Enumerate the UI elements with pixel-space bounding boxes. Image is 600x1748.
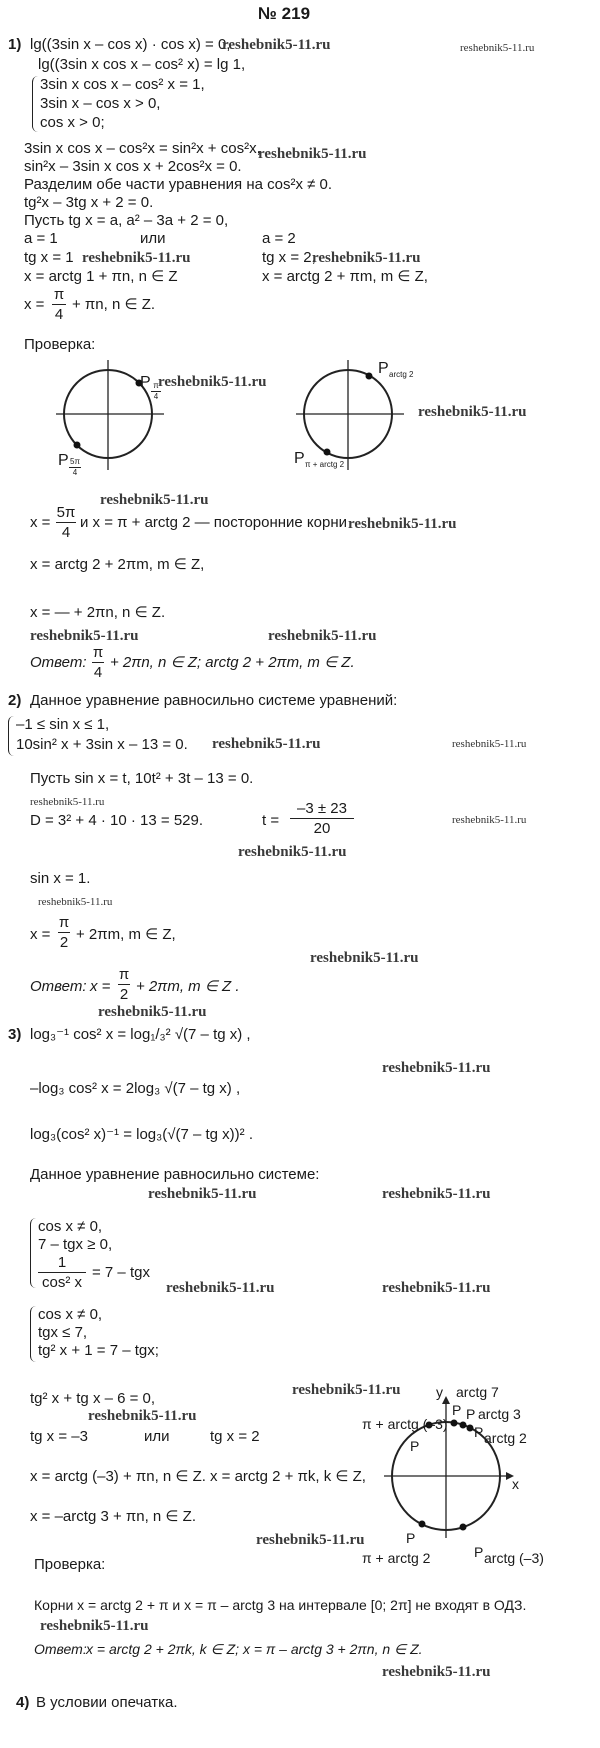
label-p-pi-4: P [140,374,151,391]
watermark: reshebnik5-11.ru [88,1408,197,1424]
part3-system2-eq3: tg² x + 1 = 7 – tgx; [38,1342,159,1359]
part3-system1-eq1: cos x ≠ 0, [38,1218,103,1235]
point-arctg3 [460,1422,467,1429]
label-pi-arctg-m3: π + arctg (–3) [362,1416,448,1432]
part1-line1: lg((3sin x – cos x) · cos x) = 0, [30,36,231,53]
label-pi-arctg2: π + arctg 2 [362,1550,431,1566]
part1-tg1: tg x = 1 [24,249,74,266]
part3-answer-label: Ответ: [34,1641,87,1657]
axis-x-label: x [512,1476,519,1492]
fraction-pi-4: π 4 [53,286,65,323]
watermark: reshebnik5-11.ru [222,37,331,53]
part1-ext-text: и x = π + arctg 2 — посторонние корни [80,514,348,531]
watermark: reshebnik5-11.ru [82,250,191,266]
part1-result2: x = — + 2πn, n ∈ Z. [30,604,166,621]
point-arctg2 [366,373,373,380]
watermark-small: reshebnik5-11.ru [460,42,535,54]
part2-x-lhs: x = [30,926,51,943]
part3-system1-eq3: = 7 – tgx [92,1264,150,1281]
part3-tg-2: tg x = 2 [210,1428,260,1445]
axis-y-label: y [436,1384,443,1400]
part1-x2: x = arctg 2 + πm, m ∈ Z, [262,268,428,285]
part3-system2-eq2: tgx ≤ 7, [38,1324,88,1341]
watermark: reshebnik5-11.ru [268,628,377,644]
label-p-5pi-4: P [58,452,69,469]
label-p-pi-arctg2-sub: π + arctg 2 [305,460,345,469]
label-arctg7: arctg 7 [456,1384,499,1400]
label-p-5pi-4-sub: 5π 4 [70,457,80,477]
label-p-arctg-m3: P [474,1544,484,1560]
label-p-pi-arctg2: P [294,450,305,467]
part3-line4: Данное уравнение равносильно системе: [30,1166,320,1183]
fraction-pi-2-answer: π 2 [118,966,130,1003]
watermark: reshebnik5-11.ru [348,516,457,532]
label-p-arctg2-sub: arctg 2 [389,370,414,379]
label-p-arctg3: P [466,1406,476,1422]
page-title: № 219 [258,4,311,23]
part1-system-eq1: 3sin x cos x – cos² x = 1, [40,76,205,93]
part2-discriminant: D = 3² + 4 · 10 · 13 = 529. [30,812,204,829]
part3-number: 3) [8,1026,22,1043]
watermark: reshebnik5-11.ru [382,1186,491,1202]
label-p-arctg7: P [452,1402,462,1418]
point-pi-plus-arctg2 [324,449,331,456]
part2-answer-lhs: x = [90,978,111,995]
part1-line6: tg²x – 3tg x + 2 = 0. [24,194,154,211]
part1-x3-rhs: + πn, n ∈ Z. [72,296,156,313]
part3-line2: –log₃ cos² x = 2log₃ √(7 – tg x) , [30,1080,241,1097]
system-brace [32,76,39,132]
part3-tg-m3: tg x = –3 [30,1428,88,1445]
part3-system1-eq2: 7 – tgx ≥ 0, [38,1236,113,1253]
watermark: reshebnik5-11.ru [212,736,321,752]
watermark: reshebnik5-11.ru [382,1280,491,1296]
point-arctg7 [451,1420,458,1427]
part1-line3: 3sin x cos x – cos²x = sin²x + cos²x, [24,140,261,157]
watermark: reshebnik5-11.ru [100,492,209,508]
watermark: reshebnik5-11.ru [148,1186,257,1202]
watermark-small: reshebnik5-11.ru [452,814,527,826]
label-arctg2: arctg 2 [484,1430,527,1446]
part3-x-b: x = arctg 2 + πk, k ∈ Z, [210,1468,366,1485]
part3-x-c: x = –arctg 3 + πn, n ∈ Z. [30,1508,196,1525]
point-arctg2-c3 [467,1425,474,1432]
part1-or: или [140,230,166,247]
part2-answer-label: Ответ: [30,978,87,995]
part1-line7: Пусть tg x = a, a² – 3a + 2 = 0, [24,212,229,229]
point-5pi-4 [74,442,81,449]
label-p-pi-arctg2: P [406,1530,416,1546]
part2-line1: Данное уравнение равносильно системе уравнений: [30,692,398,709]
part3-or: или [144,1428,170,1445]
part3-roots-note: Корни x = arctg 2 + π и x = π – arctg 3 на интервале [0; 2π] не входят в ОДЗ. [34,1597,527,1613]
part1-line2: lg((3sin x cos x – cos² x) = lg 1, [38,56,246,73]
part2-number: 2) [8,692,22,709]
part3-system2-eq1: cos x ≠ 0, [38,1306,103,1323]
label-p-arctg2: P [378,360,389,377]
watermark: reshebnik5-11.ru [382,1664,491,1680]
part1-result1: x = arctg 2 + 2πm, m ∈ Z, [30,556,205,573]
part2-line2: Пусть sin x = t, 10t² + 3t – 13 = 0. [30,770,254,787]
part1-system-eq3: cos x > 0; [40,114,105,131]
fraction-pi-4-answer: π 4 [92,644,104,681]
watermark: reshebnik5-11.ru [292,1382,401,1398]
part1-check: Проверка: [24,336,96,353]
part1-line4: sin²x – 3sin x cos x + 2cos²x = 0. [24,158,242,175]
watermark: reshebnik5-11.ru [98,1004,207,1020]
part4-text: В условии опечатка. [36,1694,178,1711]
point-arctg-m3 [460,1524,467,1531]
label-p-pi-4-sub: π 4 [151,382,161,401]
label-arctg3: arctg 3 [478,1406,521,1422]
part3-line3: log₃(cos² x)⁻¹ = log₃(√(7 – tg x))² . [30,1126,253,1143]
part1-x3-lhs: x = [24,296,45,313]
watermark: reshebnik5-11.ru [310,950,419,966]
watermark: reshebnik5-11.ru [312,250,421,266]
part1-number: 1) [8,36,22,53]
system-brace [8,716,15,756]
watermark: reshebnik5-11.ru [166,1280,275,1296]
part3-line1: log₃⁻¹ cos² x = log₁/₃² √(7 – tg x) , [30,1026,251,1043]
part3-answer: x = arctg 2 + 2πk, k ∈ Z; x = π – arctg 3 + 2πn, n ∈ Z. [86,1641,423,1657]
label-p-pi-arctg-m3: P [410,1438,420,1454]
part3-x-a: x = arctg (–3) + πn, n ∈ Z. [30,1468,206,1485]
part2-answer: + 2πm, m ∈ Z . [136,978,240,995]
watermark-small: reshebnik5-11.ru [30,796,105,808]
part1-a1: a = 1 [24,230,58,247]
watermark-small: reshebnik5-11.ru [452,738,527,750]
part2-sin: sin x = 1. [30,870,91,887]
part4-number: 4) [16,1694,30,1711]
part3-check: Проверка: [34,1556,106,1573]
fraction-5pi-4: 5π 4 [56,504,76,541]
part1-ext-lhs: x = [30,514,51,531]
system-brace [30,1306,37,1362]
part2-x-rhs: + 2πm, m ∈ Z, [76,926,176,943]
part2-system-eq1: –1 ≤ sin x ≤ 1, [16,716,110,733]
fraction-1-cos2: 1 cos² x [38,1254,86,1291]
watermark: reshebnik5-11.ru [40,1618,149,1634]
watermark: reshebnik5-11.ru [258,146,367,162]
fraction-pi-2: π 2 [58,914,70,951]
watermark: reshebnik5-11.ru [238,844,347,860]
part1-answer: + 2πn, n ∈ Z; arctg 2 + 2πm, m ∈ Z. [110,654,355,671]
watermark: reshebnik5-11.ru [382,1060,491,1076]
watermark-small: reshebnik5-11.ru [38,896,113,908]
part3-quadratic: tg² x + tg x – 6 = 0, [30,1390,156,1407]
watermark: reshebnik5-11.ru [30,628,139,644]
part1-x1: x = arctg 1 + πn, n ∈ Z [24,268,178,285]
point-pi-arctg2-c3 [419,1521,426,1528]
watermark: reshebnik5-11.ru [418,404,527,420]
watermark: reshebnik5-11.ru [158,374,267,390]
fraction-t: –3 ± 23 20 [290,800,354,837]
part2-t-lhs: t = [262,812,280,829]
part1-tg2: tg x = 2, [262,249,316,266]
part1-a2: a = 2 [262,230,296,247]
part2-system-eq2: 10sin² x + 3sin x – 13 = 0. [16,736,188,753]
part1-answer-label: Ответ: [30,654,87,671]
part1-system-eq2: 3sin x – cos x > 0, [40,95,161,112]
system-brace [30,1218,37,1288]
part1-line5: Разделим обе части уравнения на cos²x ≠ 0. [24,176,333,193]
watermark: reshebnik5-11.ru [256,1532,365,1548]
label-arctg-m3: arctg (–3) [484,1550,544,1566]
label-p-arctg2: P [474,1424,484,1440]
